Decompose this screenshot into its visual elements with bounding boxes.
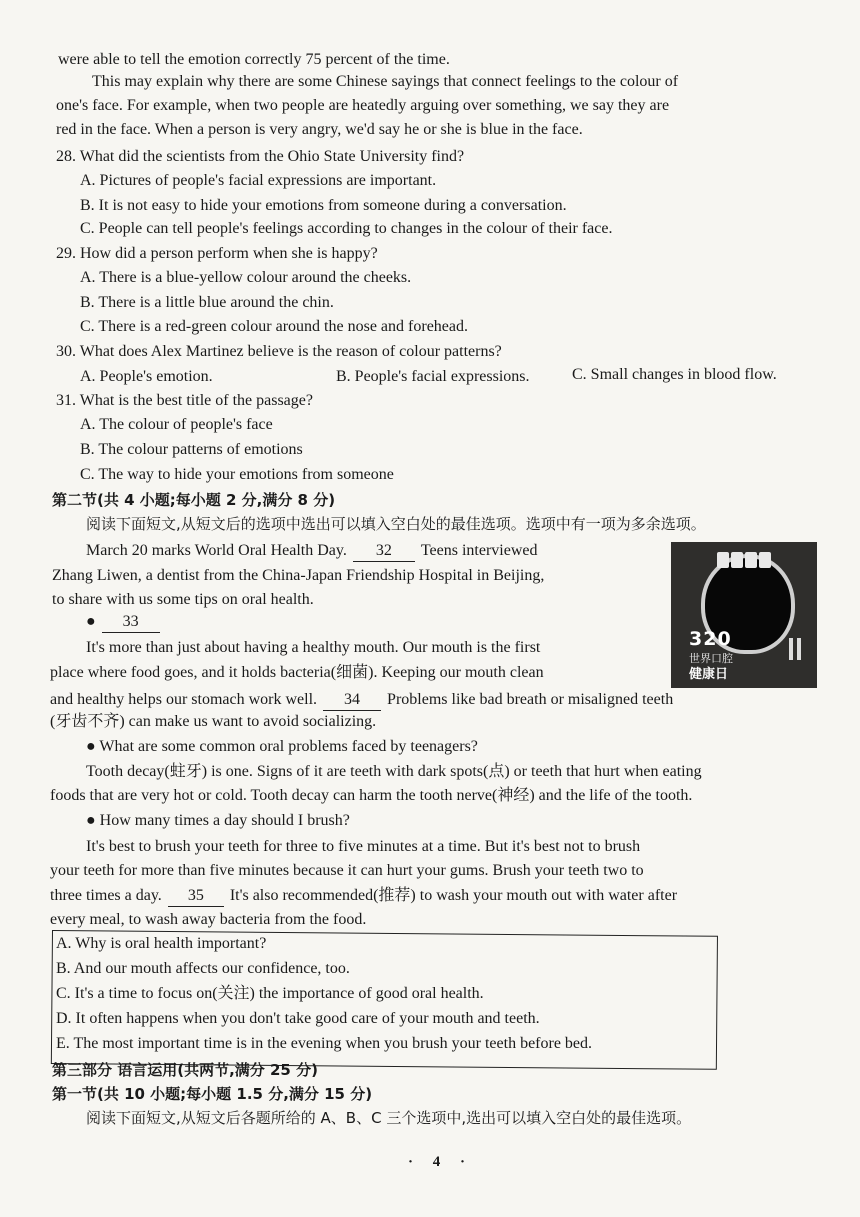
oral-health-day-poster bbox=[671, 542, 817, 688]
page-number: · 4 · bbox=[408, 1154, 474, 1170]
section-instruction: 阅读下面短文,从短文后的选项中选出可以填入空白处的最佳选项。选项中有一项为多余选项。 bbox=[86, 515, 706, 533]
part3-instruction: 阅读下面短文,从短文后各题所给的 A、B、C 三个选项中,选出可以填入空白处的最佳选项。 bbox=[86, 1109, 692, 1127]
paragraph-line: Tooth decay(蛀牙) is one. Signs of it are teeth with dark spots(点) or teeth that hurt when eating bbox=[86, 763, 702, 780]
paragraph-line: (牙齿不齐) can make us want to avoid socializing. bbox=[50, 713, 377, 730]
bullet-icon: ● bbox=[86, 812, 96, 829]
poster-subtitle: 世界口腔 bbox=[689, 652, 733, 665]
option-d: D. It often happens when you don't take good care of your mouth and teeth. bbox=[56, 1010, 540, 1027]
blank-32: 32 bbox=[353, 541, 415, 562]
option-c: C. It's a time to focus on(关注) the importance of good oral health. bbox=[56, 985, 484, 1002]
bullet-icon: ● bbox=[86, 613, 96, 630]
option-31b: B. The colour patterns of emotions bbox=[80, 441, 303, 458]
option-28a: A. Pictures of people's facial expressions are important. bbox=[80, 172, 437, 189]
option-a: A. Why is oral health important? bbox=[56, 935, 267, 952]
paragraph-line bbox=[86, 541, 537, 562]
passage-line: were able to tell the emotion correctly 75 percent of the time. bbox=[58, 51, 450, 68]
passage-line: This may explain why there are some Chinese sayings that connect feelings to the colour of bbox=[92, 73, 679, 90]
tooth-shape bbox=[759, 552, 771, 568]
option-30b: B. People's facial expressions. bbox=[336, 368, 530, 385]
paragraph-line: Zhang Liwen, a dentist from the China-Japan Friendship Hospital in Beijing, bbox=[52, 567, 545, 584]
option-30a: A. People's emotion. bbox=[80, 368, 213, 385]
option-30c: C. Small changes in blood flow. bbox=[572, 366, 777, 383]
question-31: 31. What is the best title of the passage? bbox=[56, 392, 313, 409]
option-29c: C. There is a red-green colour around the nose and forehead. bbox=[80, 318, 468, 335]
bullet-icon: ● bbox=[86, 738, 96, 755]
paragraph-line bbox=[50, 886, 677, 907]
tooth-shape bbox=[717, 552, 729, 568]
subheading bbox=[86, 737, 478, 757]
option-e: E. The most important time is in the evening when you brush your teeth before bed. bbox=[56, 1035, 593, 1052]
text: What are some common oral problems faced by teenagers? bbox=[99, 738, 478, 755]
paragraph-line: foods that are very hot or cold. Tooth decay can harm the tooth nerve(神经) and the life of the tooth. bbox=[50, 787, 693, 804]
poster-title: 健康日 bbox=[689, 667, 729, 682]
paragraph-line: every meal, to wash away bacteria from the food. bbox=[50, 911, 367, 928]
passage-line: one's face. For example, when two people are heatedly arguing over something, we say they are bbox=[56, 97, 670, 114]
text: It's also recommended(推荐) to wash your mouth out with water after bbox=[229, 887, 678, 904]
blank-33: 33 bbox=[102, 612, 160, 633]
tooth-shape bbox=[745, 552, 757, 568]
part3-subheading: 第一节(共 10 小题;每小题 1.5 分,满分 15 分) bbox=[52, 1085, 373, 1103]
section-heading: 第二节(共 4 小题;每小题 2 分,满分 8 分) bbox=[52, 491, 336, 509]
subheading bbox=[86, 811, 350, 831]
text: Problems like bad breath or misaligned teeth bbox=[387, 691, 674, 708]
option-31a: A. The colour of people's face bbox=[80, 416, 273, 433]
option-29b: B. There is a little blue around the chin. bbox=[80, 294, 334, 311]
tooth-shape bbox=[731, 552, 743, 568]
part3-heading: 第三部分 语言运用(共两节,满分 25 分) bbox=[52, 1061, 318, 1079]
text: and healthy helps our stomach work well. bbox=[50, 691, 318, 708]
paragraph-line: place where food goes, and it holds bacteria(细菌). Keeping our mouth clean bbox=[50, 664, 544, 681]
paragraph-line: to share with us some tips on oral health. bbox=[52, 591, 314, 608]
option-b: B. And our mouth affects our confidence, too. bbox=[56, 960, 350, 977]
text: March 20 marks World Oral Health Day. bbox=[86, 542, 347, 559]
toothbrush-shape bbox=[797, 638, 801, 660]
option-28c: C. People can tell people's feelings according to changes in the colour of their face. bbox=[80, 220, 613, 237]
option-31c: C. The way to hide your emotions from someone bbox=[80, 466, 394, 483]
text: How many times a day should I brush? bbox=[99, 812, 350, 829]
option-28b: B. It is not easy to hide your emotions from someone during a conversation. bbox=[80, 197, 567, 214]
subheading-33 bbox=[86, 612, 166, 633]
text: three times a day. bbox=[50, 887, 162, 904]
question-28: 28. What did the scientists from the Ohio State University find? bbox=[56, 148, 465, 165]
toothbrush-shape bbox=[789, 638, 793, 660]
poster-date: 320 bbox=[689, 628, 732, 650]
question-30: 30. What does Alex Martinez believe is the reason of colour patterns? bbox=[56, 343, 502, 360]
blank-35: 35 bbox=[168, 886, 224, 907]
option-29a: A. There is a blue-yellow colour around the cheeks. bbox=[80, 269, 412, 286]
paragraph-line: It's more than just about having a healthy mouth. Our mouth is the first bbox=[86, 639, 541, 656]
blank-34: 34 bbox=[323, 690, 381, 711]
text: Teens interviewed bbox=[420, 542, 538, 559]
paragraph-line bbox=[50, 690, 673, 711]
paragraph-line: your teeth for more than five minutes because it can hurt your gums. Brush your teeth two to bbox=[50, 862, 644, 879]
question-29: 29. How did a person perform when she is happy? bbox=[56, 245, 378, 262]
passage-line: red in the face. When a person is very angry, we'd say he or she is blue in the face. bbox=[56, 121, 583, 138]
paragraph-line: It's best to brush your teeth for three to five minutes at a time. But it's best not to brush bbox=[86, 838, 641, 855]
